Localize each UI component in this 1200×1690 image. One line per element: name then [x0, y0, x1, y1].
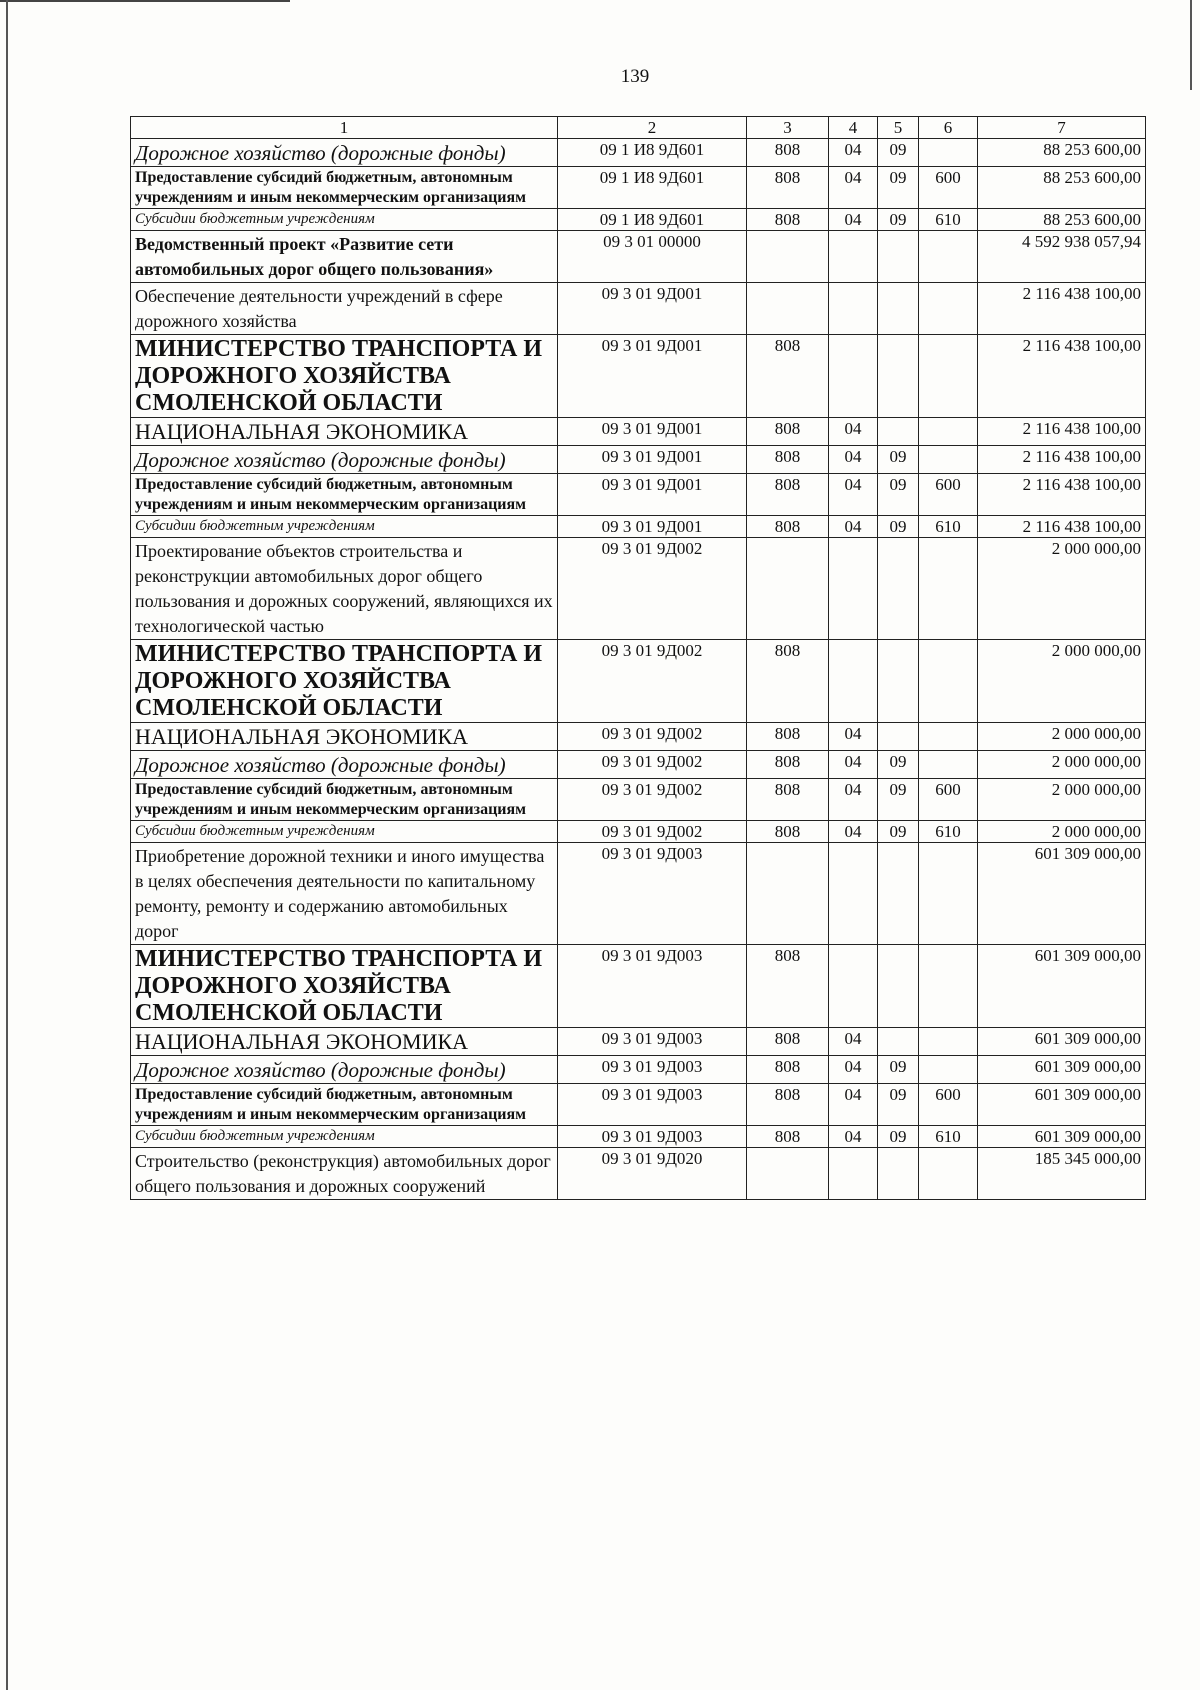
expense-type-cell [919, 418, 978, 446]
subsection-cell [878, 843, 919, 945]
table-row [131, 1084, 1146, 1126]
section-cell [829, 1148, 878, 1200]
subsection-cell: 09 [878, 167, 919, 209]
table-row [131, 231, 1146, 283]
table-row [131, 1148, 1146, 1200]
subsection-cell: 09 [878, 1126, 919, 1148]
header-cell: 6 [919, 117, 978, 139]
section-cell: 04 [829, 139, 878, 167]
table-row [131, 538, 1146, 640]
expense-type-cell: 610 [919, 209, 978, 231]
table-row [131, 418, 1146, 446]
target-article-cell: 09 3 01 9Д001 [558, 446, 747, 474]
section-cell [829, 843, 878, 945]
expense-type-cell [919, 1028, 978, 1056]
table-row [131, 335, 1146, 418]
ministry-code-cell: 808 [747, 1028, 829, 1056]
target-article-cell: 09 3 01 9Д001 [558, 516, 747, 538]
target-article-cell: 09 3 01 9Д003 [558, 1056, 747, 1084]
section-cell: 04 [829, 516, 878, 538]
row-name-cell: МИНИСТЕРСТВО ТРАНСПОРТА И ДОРОЖНОГО ХОЗЯЙСТВА СМОЛЕНСКОЙ ОБЛАСТИ [131, 335, 558, 418]
subsection-cell [878, 1148, 919, 1200]
section-cell: 04 [829, 418, 878, 446]
expense-type-cell: 600 [919, 1084, 978, 1126]
section-cell: 04 [829, 751, 878, 779]
subsection-cell [878, 335, 919, 418]
ministry-code-cell [747, 538, 829, 640]
row-name-cell: Дорожное хозяйство (дорожные фонды) [131, 1056, 558, 1084]
section-cell: 04 [829, 474, 878, 516]
expense-type-cell [919, 751, 978, 779]
subsection-cell [878, 283, 919, 335]
row-name-cell: НАЦИОНАЛЬНАЯ ЭКОНОМИКА [131, 1028, 558, 1056]
row-name-cell: Проектирование объектов строительства и реконструкции автомобильных дорог общего пользования и дорожных сооружений, являющихся их технологической частью [131, 538, 558, 640]
subsection-cell: 09 [878, 139, 919, 167]
amount-cell: 2 000 000,00 [978, 723, 1146, 751]
section-cell: 04 [829, 1028, 878, 1056]
row-name-cell: Субсидии бюджетным учреждениям [131, 821, 558, 843]
ministry-code-cell: 808 [747, 751, 829, 779]
amount-cell: 2 000 000,00 [978, 751, 1146, 779]
subsection-cell [878, 418, 919, 446]
ministry-code-cell: 808 [747, 139, 829, 167]
target-article-cell: 09 3 01 9Д002 [558, 640, 747, 723]
target-article-cell: 09 3 01 9Д002 [558, 723, 747, 751]
subsection-cell: 09 [878, 516, 919, 538]
row-name-cell: Субсидии бюджетным учреждениям [131, 209, 558, 231]
ministry-code-cell [747, 231, 829, 283]
row-name-cell: МИНИСТЕРСТВО ТРАНСПОРТА И ДОРОЖНОГО ХОЗЯЙСТВА СМОЛЕНСКОЙ ОБЛАСТИ [131, 945, 558, 1028]
table-row [131, 446, 1146, 474]
amount-cell: 601 309 000,00 [978, 1126, 1146, 1148]
section-cell: 04 [829, 723, 878, 751]
target-article-cell: 09 3 01 00000 [558, 231, 747, 283]
row-name-cell: Строительство (реконструкция) автомобильных дорог общего пользования и дорожных сооружений [131, 1148, 558, 1200]
target-article-cell: 09 3 01 9Д001 [558, 335, 747, 418]
section-cell: 04 [829, 446, 878, 474]
section-cell: 04 [829, 167, 878, 209]
amount-cell: 88 253 600,00 [978, 167, 1146, 209]
header-cell: 2 [558, 117, 747, 139]
ministry-code-cell: 808 [747, 418, 829, 446]
table-row [131, 283, 1146, 335]
table-row [131, 640, 1146, 723]
row-name-cell: Предоставление субсидий бюджетным, автономным учреждениям и иным некоммерческим организациям [131, 167, 558, 209]
subsection-cell: 09 [878, 751, 919, 779]
table-row [131, 751, 1146, 779]
table-row [131, 474, 1146, 516]
row-name-cell: Предоставление субсидий бюджетным, автономным учреждениям и иным некоммерческим организациям [131, 779, 558, 821]
table-row [131, 516, 1146, 538]
expense-type-cell: 600 [919, 779, 978, 821]
expense-type-cell: 610 [919, 821, 978, 843]
section-cell [829, 335, 878, 418]
row-name-cell: Предоставление субсидий бюджетным, автономным учреждениям и иным некоммерческим организациям [131, 1084, 558, 1126]
table-body [131, 117, 1146, 1200]
header-cell: 5 [878, 117, 919, 139]
table-row [131, 1028, 1146, 1056]
expense-type-cell [919, 1148, 978, 1200]
subsection-cell: 09 [878, 209, 919, 231]
amount-cell: 601 309 000,00 [978, 843, 1146, 945]
subsection-cell [878, 640, 919, 723]
section-cell: 04 [829, 821, 878, 843]
row-name-cell: Дорожное хозяйство (дорожные фонды) [131, 751, 558, 779]
ministry-code-cell: 808 [747, 779, 829, 821]
expense-type-cell: 600 [919, 167, 978, 209]
subsection-cell: 09 [878, 1084, 919, 1126]
table-row [131, 945, 1146, 1028]
row-name-cell: Ведомственный проект «Развитие сети автомобильных дорог общего пользования» [131, 231, 558, 283]
expense-type-cell: 610 [919, 1126, 978, 1148]
expense-type-cell [919, 231, 978, 283]
row-name-cell: НАЦИОНАЛЬНАЯ ЭКОНОМИКА [131, 418, 558, 446]
table-header-row [131, 117, 1146, 139]
scan-edge-left [6, 0, 8, 1690]
expense-type-cell [919, 1056, 978, 1084]
scan-edge-top [0, 0, 290, 2]
amount-cell: 2 116 438 100,00 [978, 283, 1146, 335]
row-name-cell: Обеспечение деятельности учреждений в сфере дорожного хозяйства [131, 283, 558, 335]
ministry-code-cell [747, 283, 829, 335]
header-cell: 3 [747, 117, 829, 139]
section-cell: 04 [829, 1056, 878, 1084]
amount-cell: 185 345 000,00 [978, 1148, 1146, 1200]
table-row [131, 779, 1146, 821]
amount-cell: 2 116 438 100,00 [978, 418, 1146, 446]
row-name-cell: НАЦИОНАЛЬНАЯ ЭКОНОМИКА [131, 723, 558, 751]
target-article-cell: 09 1 И8 9Д601 [558, 167, 747, 209]
row-name-cell: МИНИСТЕРСТВО ТРАНСПОРТА И ДОРОЖНОГО ХОЗЯЙСТВА СМОЛЕНСКОЙ ОБЛАСТИ [131, 640, 558, 723]
budget-table [130, 116, 1146, 1200]
section-cell [829, 945, 878, 1028]
target-article-cell: 09 1 И8 9Д601 [558, 139, 747, 167]
subsection-cell [878, 231, 919, 283]
ministry-code-cell: 808 [747, 640, 829, 723]
ministry-code-cell: 808 [747, 945, 829, 1028]
expense-type-cell [919, 139, 978, 167]
table-row [131, 843, 1146, 945]
target-article-cell: 09 3 01 9Д002 [558, 821, 747, 843]
row-name-cell: Субсидии бюджетным учреждениям [131, 516, 558, 538]
amount-cell: 88 253 600,00 [978, 139, 1146, 167]
amount-cell: 2 116 438 100,00 [978, 474, 1146, 516]
section-cell: 04 [829, 1084, 878, 1126]
target-article-cell: 09 3 01 9Д003 [558, 1126, 747, 1148]
target-article-cell: 09 3 01 9Д020 [558, 1148, 747, 1200]
expense-type-cell [919, 446, 978, 474]
row-name-cell: Предоставление субсидий бюджетным, автономным учреждениям и иным некоммерческим организациям [131, 474, 558, 516]
amount-cell: 601 309 000,00 [978, 1084, 1146, 1126]
amount-cell: 2 000 000,00 [978, 640, 1146, 723]
expense-type-cell [919, 283, 978, 335]
target-article-cell: 09 3 01 9Д003 [558, 843, 747, 945]
ministry-code-cell: 808 [747, 1056, 829, 1084]
table-row [131, 1056, 1146, 1084]
row-name-cell: Дорожное хозяйство (дорожные фонды) [131, 139, 558, 167]
header-cell: 7 [978, 117, 1146, 139]
subsection-cell: 09 [878, 474, 919, 516]
expense-type-cell [919, 538, 978, 640]
amount-cell: 2 116 438 100,00 [978, 516, 1146, 538]
target-article-cell: 09 3 01 9Д002 [558, 751, 747, 779]
expense-type-cell: 610 [919, 516, 978, 538]
target-article-cell: 09 3 01 9Д002 [558, 779, 747, 821]
page-number: 139 [620, 66, 650, 87]
target-article-cell: 09 1 И8 9Д601 [558, 209, 747, 231]
section-cell [829, 538, 878, 640]
target-article-cell: 09 3 01 9Д001 [558, 283, 747, 335]
row-name-cell: Субсидии бюджетным учреждениям [131, 1126, 558, 1148]
table-row [131, 723, 1146, 751]
ministry-code-cell [747, 1148, 829, 1200]
target-article-cell: 09 3 01 9Д001 [558, 418, 747, 446]
amount-cell: 4 592 938 057,94 [978, 231, 1146, 283]
amount-cell: 601 309 000,00 [978, 945, 1146, 1028]
table-row [131, 1126, 1146, 1148]
amount-cell: 2 000 000,00 [978, 779, 1146, 821]
amount-cell: 601 309 000,00 [978, 1028, 1146, 1056]
section-cell [829, 283, 878, 335]
section-cell: 04 [829, 1126, 878, 1148]
subsection-cell [878, 538, 919, 640]
amount-cell: 2 116 438 100,00 [978, 335, 1146, 418]
expense-type-cell [919, 945, 978, 1028]
row-name-cell: Приобретение дорожной техники и иного имущества в целях обеспечения деятельности по капитальному ремонту, ремонту и содержанию автомобильных дорог [131, 843, 558, 945]
target-article-cell: 09 3 01 9Д003 [558, 945, 747, 1028]
subsection-cell [878, 723, 919, 751]
amount-cell: 88 253 600,00 [978, 209, 1146, 231]
expense-type-cell [919, 723, 978, 751]
ministry-code-cell: 808 [747, 474, 829, 516]
subsection-cell: 09 [878, 1056, 919, 1084]
subsection-cell: 09 [878, 779, 919, 821]
ministry-code-cell: 808 [747, 516, 829, 538]
expense-type-cell [919, 640, 978, 723]
table-row [131, 209, 1146, 231]
section-cell: 04 [829, 209, 878, 231]
table-row [131, 139, 1146, 167]
section-cell [829, 231, 878, 283]
section-cell [829, 640, 878, 723]
header-cell: 1 [131, 117, 558, 139]
section-cell: 04 [829, 779, 878, 821]
amount-cell: 601 309 000,00 [978, 1056, 1146, 1084]
ministry-code-cell: 808 [747, 821, 829, 843]
expense-type-cell [919, 335, 978, 418]
expense-type-cell [919, 843, 978, 945]
ministry-code-cell: 808 [747, 209, 829, 231]
target-article-cell: 09 3 01 9Д002 [558, 538, 747, 640]
ministry-code-cell: 808 [747, 167, 829, 209]
target-article-cell: 09 3 01 9Д003 [558, 1084, 747, 1126]
header-cell: 4 [829, 117, 878, 139]
table-row [131, 167, 1146, 209]
ministry-code-cell: 808 [747, 1126, 829, 1148]
subsection-cell: 09 [878, 446, 919, 474]
row-name-cell: Дорожное хозяйство (дорожные фонды) [131, 446, 558, 474]
target-article-cell: 09 3 01 9Д003 [558, 1028, 747, 1056]
subsection-cell: 09 [878, 821, 919, 843]
ministry-code-cell: 808 [747, 335, 829, 418]
ministry-code-cell: 808 [747, 723, 829, 751]
amount-cell: 2 116 438 100,00 [978, 446, 1146, 474]
ministry-code-cell: 808 [747, 446, 829, 474]
target-article-cell: 09 3 01 9Д001 [558, 474, 747, 516]
amount-cell: 2 000 000,00 [978, 821, 1146, 843]
subsection-cell [878, 1028, 919, 1056]
subsection-cell [878, 945, 919, 1028]
ministry-code-cell [747, 843, 829, 945]
expense-type-cell: 600 [919, 474, 978, 516]
ministry-code-cell: 808 [747, 1084, 829, 1126]
table-row [131, 821, 1146, 843]
amount-cell: 2 000 000,00 [978, 538, 1146, 640]
